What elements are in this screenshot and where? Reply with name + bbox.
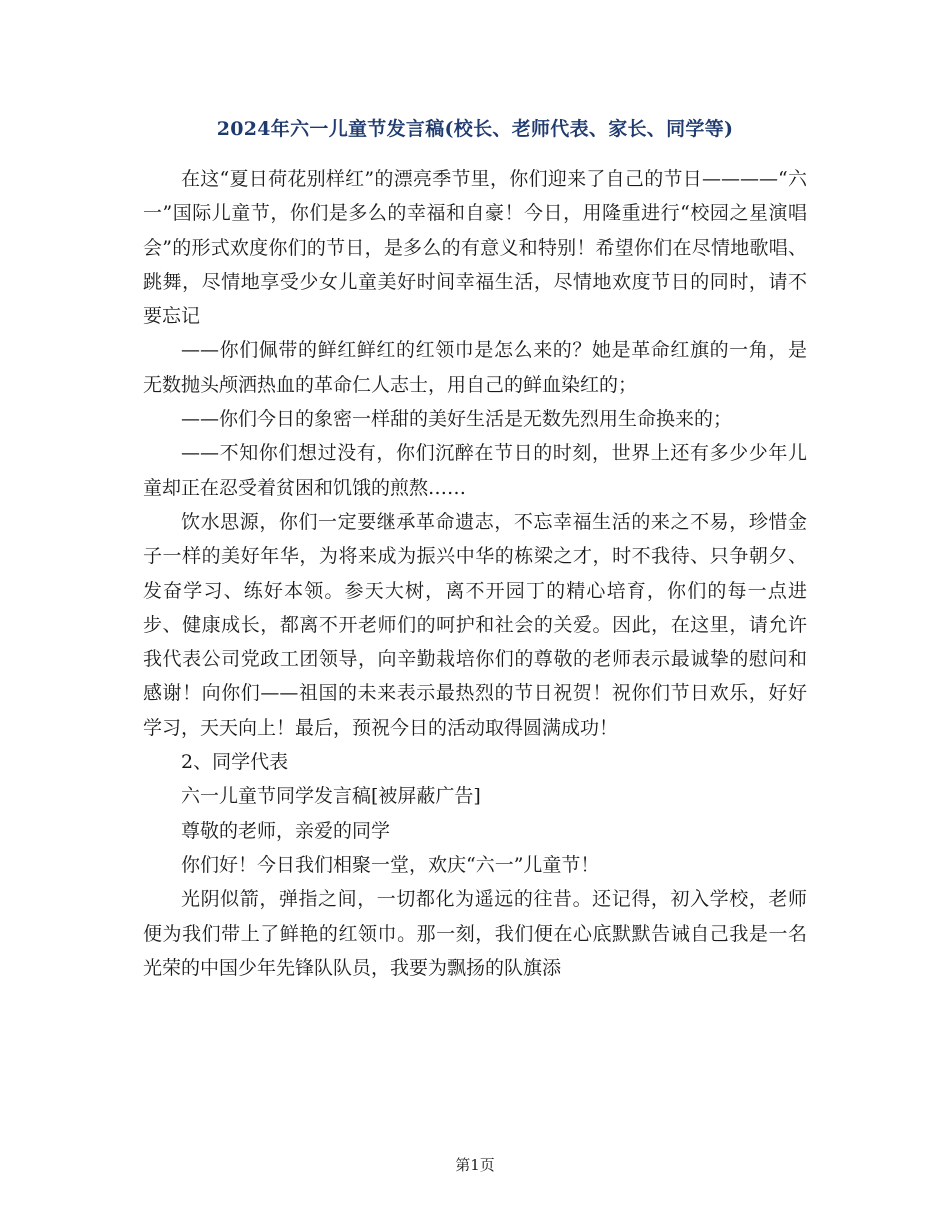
section-heading: 2、同学代表 (181, 751, 289, 774)
paragraph: 光阴似箭，弹指之间，一切都化为遥远的往昔。还记得，初入学校，老师便为我们带上了鲜艳的红领巾。那一刻，我们便在心底默默告诫自己我是一名光荣的中国少年先锋队队员，我要为飘扬的队旗添 (143, 888, 807, 979)
paragraph: ——你们佩带的鲜红鲜红的红领巾是怎么来的？她是革命红旗的一角，是无数抛头颅洒热血的革命仁人志士，用自己的鲜血染红的； (143, 339, 807, 396)
paragraph: 六一儿童节同学发言稿[被屏蔽广告] (181, 785, 481, 808)
document-title: 2024年六一儿童节发言稿(校长、老师代表、家长、同学等) (216, 118, 734, 140)
paragraph: 在这“夏日荷花别样红”的漂亮季节里，你们迎来了自己的节日————“六一”国际儿童节，你们是多么的幸福和自豪！今日，用隆重进行“校园之星演唱会”的形式欢度你们的节日，是多么的有意义和特别！希望你们在尽情地歌唱、跳舞，尽情地享受少女儿童美好时间幸福生活，尽情地欢度节日的同时，请不要忘记 (143, 168, 807, 328)
paragraph: 饮水思源，你们一定要继承革命遗志，不忘幸福生活的来之不易，珍惜金子一样的美好年华，为将来成为振兴中华的栋梁之才，时不我待、只争朝夕、发奋学习、练好本领。参天大树，离不开园丁的精心培育，你们的每一点进步、健康成长，都离不开老师们的呵护和社会的关爱。因此，在这里，请允许我代表公司党政工团领导，向辛勤栽培你们的尊敬的老师表示最诚挚的慰问和感谢！向你们——祖国的未来表示最热烈的节日祝贺！祝你们节日欢乐，好好学习，天天向上！最后，预祝今日的活动取得圆满成功！ (143, 510, 807, 739)
paragraph: ——你们今日的象密一样甜的美好生活是无数先烈用生命换来的； (181, 408, 733, 431)
document-body (143, 162, 807, 985)
paragraph: ——不知你们想过没有，你们沉醉在节日的时刻，世界上还有多少少年儿童却正在忍受着贫困和饥饿的煎熬…… (143, 442, 807, 499)
page-number: 第1页 (455, 1156, 495, 1174)
paragraph: 尊敬的老师，亲爱的同学 (181, 819, 391, 842)
paragraph: 你们好！今日我们相聚一堂，欢庆“六一”儿童节！ (181, 853, 600, 876)
